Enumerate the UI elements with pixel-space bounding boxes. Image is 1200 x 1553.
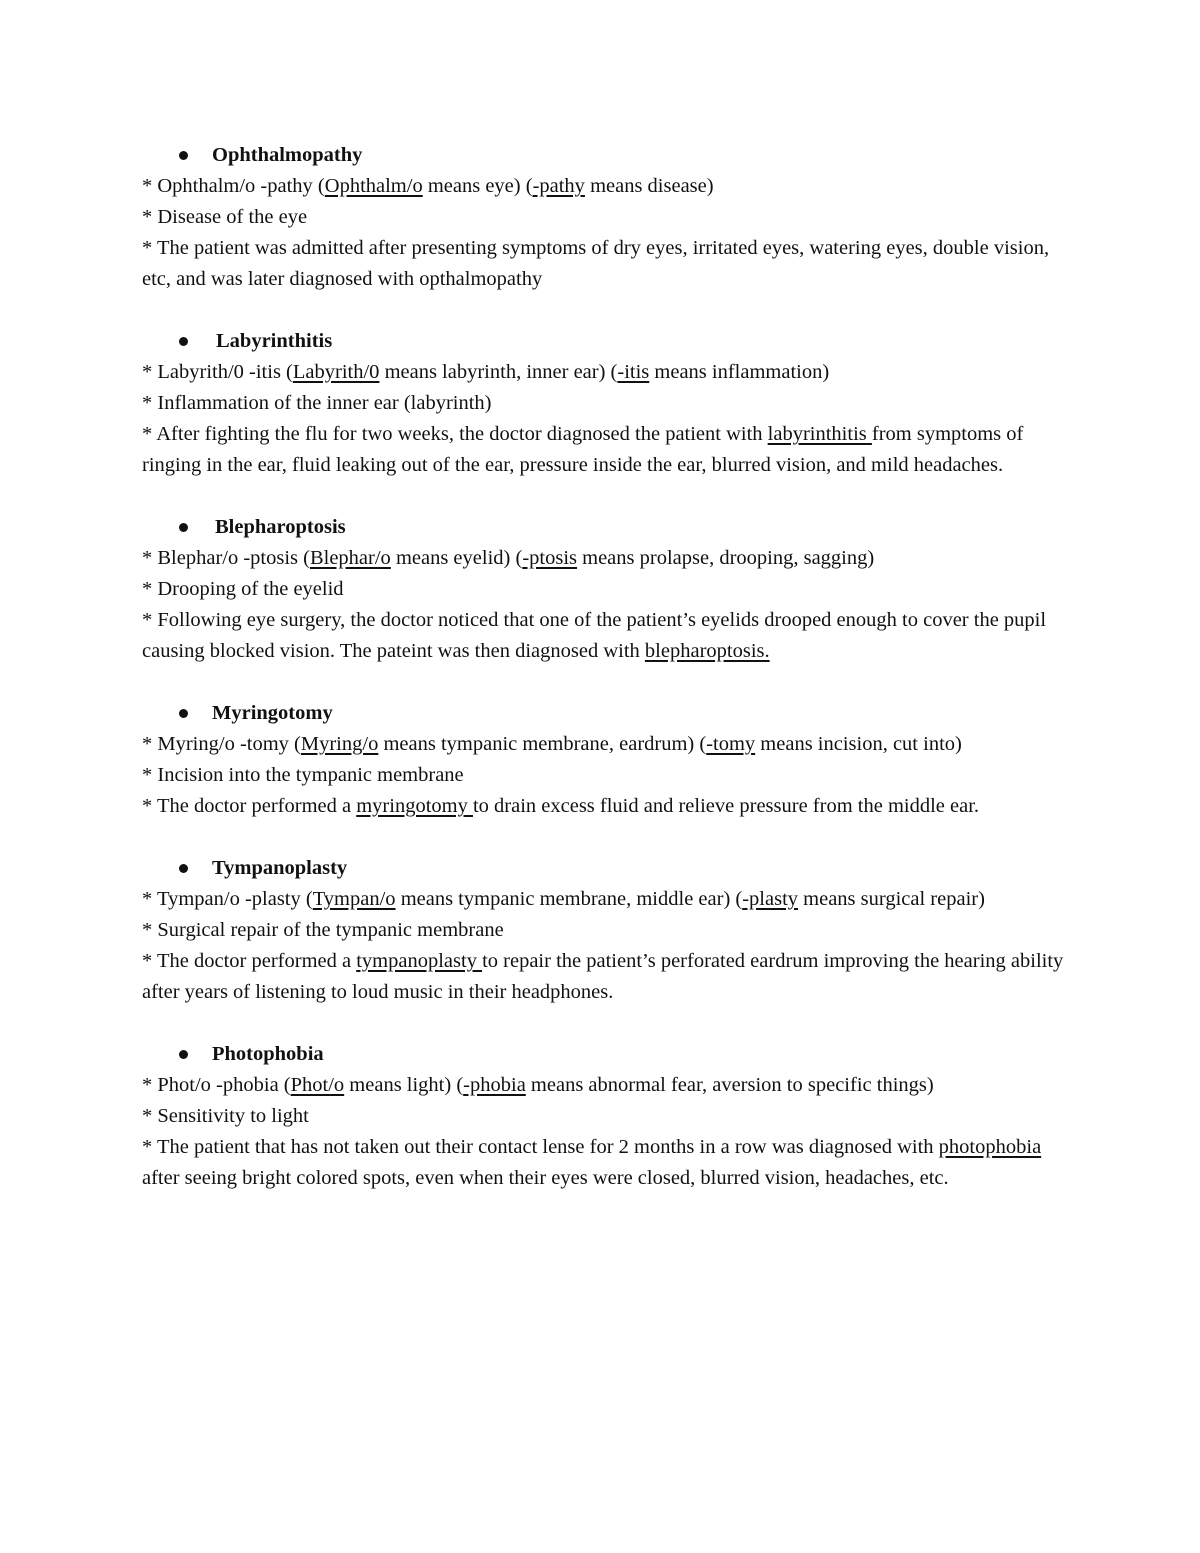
word-parts-text: * Labyrith/0 -itis ( <box>142 361 293 383</box>
suffix-meaning: means inflammation) <box>649 361 830 383</box>
term-title: Photophobia <box>212 1043 324 1065</box>
suffix-meaning: means disease) <box>584 175 714 197</box>
term-section <box>142 140 1067 295</box>
example-text: * The doctor performed a <box>142 795 357 817</box>
definition-line: * Incision into the tympanic membrane <box>142 764 464 786</box>
example-text: * After fighting the flu for two weeks, the doctor diagnosed the patient with <box>142 423 768 445</box>
example-text-end: from symptoms of ringing in the ear, fluid leaking out of the ear, pressure inside the ear, blurred vision, and mild headaches. <box>142 423 1024 476</box>
root-meaning: means tympanic membrane, eardrum) ( <box>378 733 707 755</box>
root-term: Labyrith/0 <box>292 361 380 383</box>
example-text: * The patient was admitted after presenting symptoms of dry eyes, irritated eyes, watering eyes, double vision, etc, and was later diagnosed with opthalmopathy <box>142 237 1050 290</box>
term-heading <box>142 326 1067 357</box>
example-term: photophobia <box>938 1136 1042 1158</box>
term-heading <box>142 512 1067 543</box>
suffix-meaning: means incision, cut into) <box>755 733 962 755</box>
definition-line: * Sensitivity to light <box>142 1105 309 1127</box>
suffix-term: -tomy <box>706 733 756 755</box>
root-meaning: means labyrinth, inner ear) ( <box>379 361 618 383</box>
root-term: Ophthalm/o <box>324 175 423 197</box>
example-text: * The doctor performed a <box>142 950 357 972</box>
suffix-term: -itis <box>617 361 650 383</box>
example-term: tympanoplasty <box>356 950 483 972</box>
term-heading <box>142 1039 1067 1070</box>
definition-line: * Surgical repair of the tympanic membrane <box>142 919 504 941</box>
term-title: Ophthalmopathy <box>212 144 363 166</box>
word-parts-line <box>142 1070 1067 1101</box>
example-text-end: to repair the patient’s perforated eardrum improving the hearing ability after years of listening to loud music in their headphones. <box>142 950 1064 1003</box>
bullet-icon <box>179 864 188 873</box>
example-term: blepharoptosis. <box>644 640 770 662</box>
example-sentence <box>142 946 1067 1008</box>
suffix-term: -plasty <box>742 888 799 910</box>
root-term: Myring/o <box>300 733 379 755</box>
term-section <box>142 1039 1067 1194</box>
bullet-icon <box>179 523 188 532</box>
word-parts-line <box>142 729 1067 760</box>
term-heading <box>142 853 1067 884</box>
word-parts-text: * Blephar/o -ptosis ( <box>142 547 310 569</box>
word-parts-text: * Phot/o -phobia ( <box>142 1074 291 1096</box>
example-sentence <box>142 1132 1067 1194</box>
root-meaning: means eye) ( <box>422 175 533 197</box>
example-sentence <box>142 419 1067 481</box>
term-section <box>142 853 1067 1008</box>
word-parts-line <box>142 357 1067 388</box>
suffix-term: -phobia <box>463 1074 526 1096</box>
example-sentence <box>142 791 1067 822</box>
word-parts-line <box>142 171 1067 202</box>
definition-line: * Inflammation of the inner ear (labyrinth) <box>142 392 492 414</box>
example-sentence <box>142 233 1067 295</box>
term-title: Labyrinthitis <box>216 330 333 352</box>
document-body <box>142 140 1067 1225</box>
term-section <box>142 326 1067 481</box>
example-text-end: after seeing bright colored spots, even when their eyes were closed, blurred vision, headaches, etc. <box>142 1167 949 1189</box>
bullet-icon <box>179 151 188 160</box>
suffix-term: -pathy <box>532 175 585 197</box>
term-heading <box>142 140 1067 171</box>
word-parts-text: * Ophthalm/o -pathy ( <box>142 175 325 197</box>
example-term: myringotomy <box>356 795 473 817</box>
term-title: Myringotomy <box>212 702 333 724</box>
bullet-icon <box>179 337 188 346</box>
suffix-meaning: means prolapse, drooping, sagging) <box>577 547 875 569</box>
bullet-icon <box>179 1050 188 1059</box>
root-meaning: means eyelid) ( <box>390 547 523 569</box>
word-parts-text: * Tympan/o -plasty ( <box>142 888 313 910</box>
suffix-meaning: means abnormal fear, aversion to specific things) <box>525 1074 934 1096</box>
example-term: labyrinthitis <box>767 423 872 445</box>
term-title: Blepharoptosis <box>215 516 346 538</box>
suffix-term: -ptosis <box>522 547 577 569</box>
root-meaning: means tympanic membrane, middle ear) ( <box>395 888 743 910</box>
root-term: Blephar/o <box>309 547 391 569</box>
term-title: Tympanoplasty <box>212 857 348 879</box>
term-section <box>142 512 1067 667</box>
bullet-icon <box>179 709 188 718</box>
root-term: Tympan/o <box>312 888 396 910</box>
suffix-meaning: means surgical repair) <box>798 888 985 910</box>
root-meaning: means light) ( <box>344 1074 464 1096</box>
example-sentence <box>142 605 1067 667</box>
example-text-end: to drain excess fluid and relieve pressure from the middle ear. <box>472 795 980 817</box>
word-parts-line <box>142 543 1067 574</box>
word-parts-line <box>142 884 1067 915</box>
example-text: * Following eye surgery, the doctor noticed that one of the patient’s eyelids drooped enough to cover the pupil causing blocked vision. The pateint was then diagnosed with <box>142 609 1047 662</box>
term-section <box>142 698 1067 822</box>
term-heading <box>142 698 1067 729</box>
definition-line: * Drooping of the eyelid <box>142 578 344 600</box>
definition-line: * Disease of the eye <box>142 206 308 228</box>
example-text: * The patient that has not taken out their contact lense for 2 months in a row was diagnosed with <box>142 1136 939 1158</box>
root-term: Phot/o <box>290 1074 345 1096</box>
word-parts-text: * Myring/o -tomy ( <box>142 733 301 755</box>
